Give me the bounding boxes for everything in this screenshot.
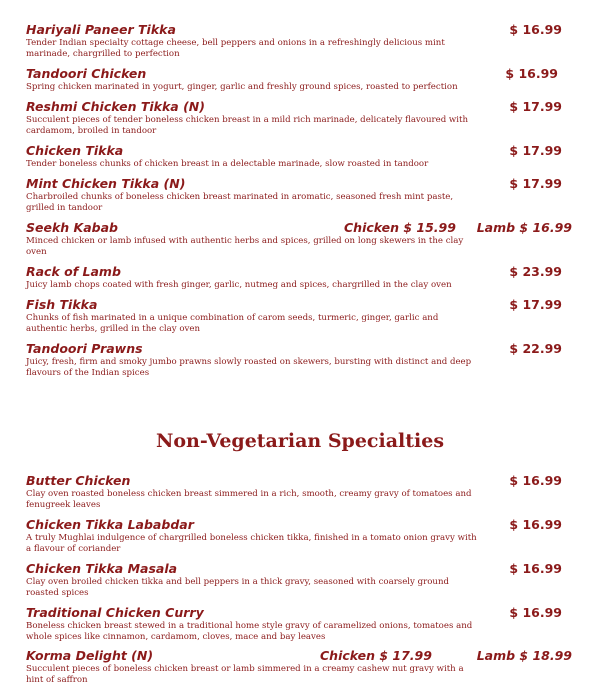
item-price: $ 16.99 [505,66,558,81]
item-name: Reshmi Chicken Tikka (N) [26,99,205,114]
item-description: Juicy lamb chops coated with fresh ginger, garlic, nutmeg and spices, chargrilled in the clay oven [26,280,452,290]
item-name: Fish Tikka [26,297,98,312]
item-name: Tandoori Chicken [26,66,147,81]
menu-item [26,648,572,685]
item-description: Minced chicken or lamb infused with authentic herbs and spices, grilled on long skewers in the clay oven [26,236,464,257]
item-description: Tender Indian specialty cottage cheese, bell peppers and onions in a refreshingly delicious mint marinade, chargrilled to perfection [26,38,445,59]
item-description: Succulent pieces of tender boneless chicken breast in a mild rich marinade, delicately flavoured with cardamom, broiled in tandoor [26,115,469,136]
menu-item [26,143,572,170]
item-description: Clay oven broiled chicken tikka and bell peppers in a thick gravy, seasoned with coarsely ground roasted spices [26,577,449,598]
lamb-price: Lamb $ 18.99 [476,648,572,663]
menu-item [26,22,572,59]
item-description: Juicy, fresh, firm and smoky jumbo prawns slowly roasted on skewers, bursting with distinct and deep flavours of the Indian spices [26,357,472,378]
item-description: Charbroiled chunks of boneless chicken breast marinated in aromatic, seasoned fresh mint paste, grilled in tandoor [26,192,454,213]
item-price: $ 16.99 [509,22,562,37]
menu-item [26,341,572,378]
item-description: Chunks of fish marinated in a unique combination of carom seeds, turmeric, ginger, garlic and authentic herbs, grilled in the clay oven [26,313,439,334]
item-name: Korma Delight (N) [26,648,154,663]
item-name: Traditional Chicken Curry [26,605,204,620]
menu-item [26,605,572,642]
menu-item [26,297,572,334]
item-price: $ 17.99 [509,176,562,191]
item-price: $ 17.99 [509,99,562,114]
item-description: Tender boneless chunks of chicken breast in a delectable marinade, slow roasted in tandoor [26,159,429,169]
section-title: Non-Vegetarian Specialties [155,430,445,452]
item-name: Rack of Lamb [26,264,121,279]
menu-item [26,517,572,554]
menu-item [26,176,572,213]
menu-item [26,473,572,510]
item-description: Clay oven roasted boneless chicken breast simmered in a rich, smooth, creamy gravy of tomatoes and fenugreek leaves [26,489,472,510]
item-description: A truly Mughlai indulgence of chargrilled boneless chicken tikka, finished in a tomato onion gravy with a flavour of coriander [26,533,477,554]
item-price: $ 17.99 [509,143,562,158]
menu-item [26,66,572,93]
item-name: Butter Chicken [26,473,131,488]
menu-item [26,220,572,257]
item-description: Spring chicken marinated in yogurt, ginger, garlic and freshly ground spices, roasted to perfection [26,82,458,92]
item-name: Chicken Tikka [26,143,124,158]
item-price: $ 16.99 [509,605,562,620]
chicken-price: Chicken $ 17.99 [320,648,432,663]
chicken-price: Chicken $ 15.99 [344,220,456,235]
menu-item [26,264,572,291]
menu-item [26,99,572,136]
lamb-price: Lamb $ 16.99 [476,220,572,235]
item-name: Mint Chicken Tikka (N) [26,176,186,191]
item-name: Tandoori Prawns [26,341,143,356]
item-name: Seekh Kabab [26,220,118,235]
item-price: $ 22.99 [509,341,562,356]
item-name: Chicken Tikka Masala [26,561,178,576]
item-description: Boneless chicken breast stewed in a traditional home style gravy of caramelized onions, tomatoes and whole spices like cinnamon, cardamom, cloves, mace and bay leaves [26,621,473,642]
item-price: $ 17.99 [509,297,562,312]
menu-item [26,561,572,598]
item-name: Hariyali Paneer Tikka [26,22,176,37]
item-price: $ 16.99 [509,473,562,488]
item-name: Chicken Tikka Lababdar [26,517,194,532]
item-price: $ 16.99 [509,561,562,576]
item-description: Succulent pieces of boneless chicken breast or lamb simmered in a creamy cashew nut gravy with a hint of saffron [26,664,464,685]
item-price: $ 23.99 [509,264,562,279]
item-price: $ 16.99 [509,517,562,532]
